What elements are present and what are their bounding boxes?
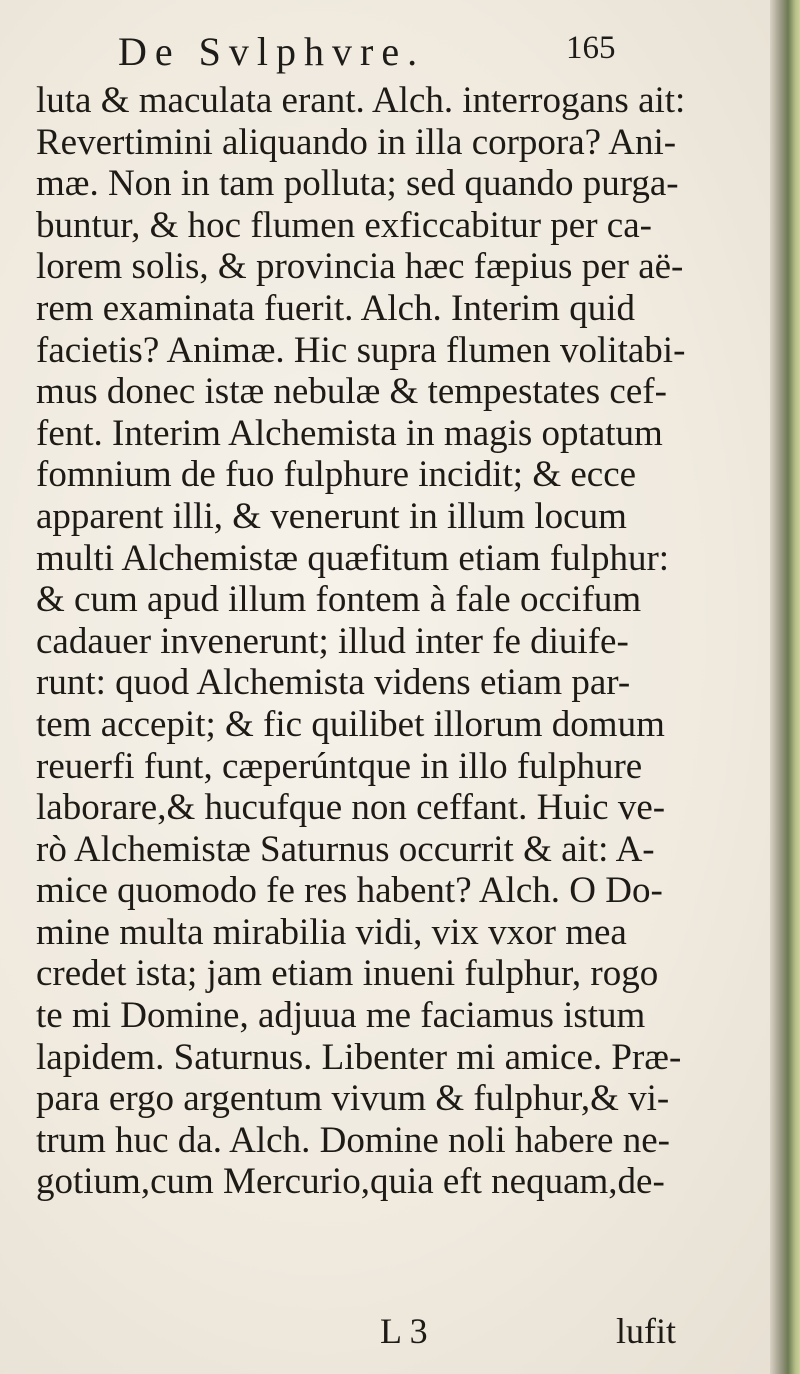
catchword: lufit xyxy=(616,1311,676,1351)
running-header xyxy=(118,28,678,84)
text-line: credet ista; jam etiam inueni fulphur, rogo xyxy=(36,953,659,995)
text-line: multi Alchemistæ quæfitum etiam fulphur: xyxy=(36,537,670,579)
text-line: rò Alchemistæ Saturnus occurrit & ait: A- xyxy=(36,828,655,870)
text-line: facietis? Animæ. Hic supra flumen volitabi- xyxy=(36,329,686,371)
text-line: cadauer invenerunt; illud inter fe diuife- xyxy=(36,620,629,662)
text-line: fomnium de fuo fulphure incidit; & ecce xyxy=(36,454,637,496)
text-line: runt: quod Alchemista videns etiam par- xyxy=(36,662,631,704)
text-line: apparent illi, & venerunt in illum locum xyxy=(36,495,627,537)
running-title: De Svlphvre. xyxy=(118,29,426,74)
signature-mark: L 3 xyxy=(380,1311,428,1351)
text-line: rem examinata fuerit. Alch. Interim quid xyxy=(36,287,635,329)
text-line: mice quomodo fe res habent? Alch. O Do- xyxy=(36,870,663,912)
text-line: buntur, & hoc flumen exficcabitur per ca- xyxy=(36,204,652,246)
text-line: reuerfi funt, cæperúntque in illo fulphure xyxy=(36,745,643,787)
text-line: fent. Interim Alchemista in magis optatum xyxy=(36,412,663,454)
text-line: lapidem. Saturnus. Libenter mi amice. Præ- xyxy=(36,1036,682,1078)
text-line: te mi Domine, adjuua me faciamus istum xyxy=(36,995,646,1037)
page-number: 165 xyxy=(566,30,616,66)
text-line: mine multa mirabilia vidi, vix vxor mea xyxy=(36,911,627,953)
text-line: lorem solis, & provincia hæc fæpius per aë- xyxy=(36,246,684,288)
page-footer xyxy=(380,1310,760,1360)
text-line: trum huc da. Alch. Domine noli habere ne- xyxy=(36,1119,670,1161)
text-line: tem accepit; & fic quilibet illorum domum xyxy=(36,703,665,745)
text-line: & cum apud illum fontem à fale occifum xyxy=(36,579,642,621)
text-line: gotium,cum Mercurio,quia eft nequam,de- xyxy=(36,1161,665,1203)
text-line: mus donec istæ nebulæ & tempestates cef- xyxy=(36,371,667,413)
text-line: luta & maculata erant. Alch. interrogans ait: xyxy=(36,80,686,121)
body-text xyxy=(36,80,776,1203)
text-line: laborare,& hucufque non ceffant. Huic ve- xyxy=(36,787,666,829)
text-line: mæ. Non in tam polluta; sed quando purga- xyxy=(36,163,679,205)
text-line: Revertimini aliquando in illa corpora? Ani- xyxy=(36,121,677,163)
text-line: para ergo argentum vivum & fulphur,& vi- xyxy=(36,1078,670,1120)
